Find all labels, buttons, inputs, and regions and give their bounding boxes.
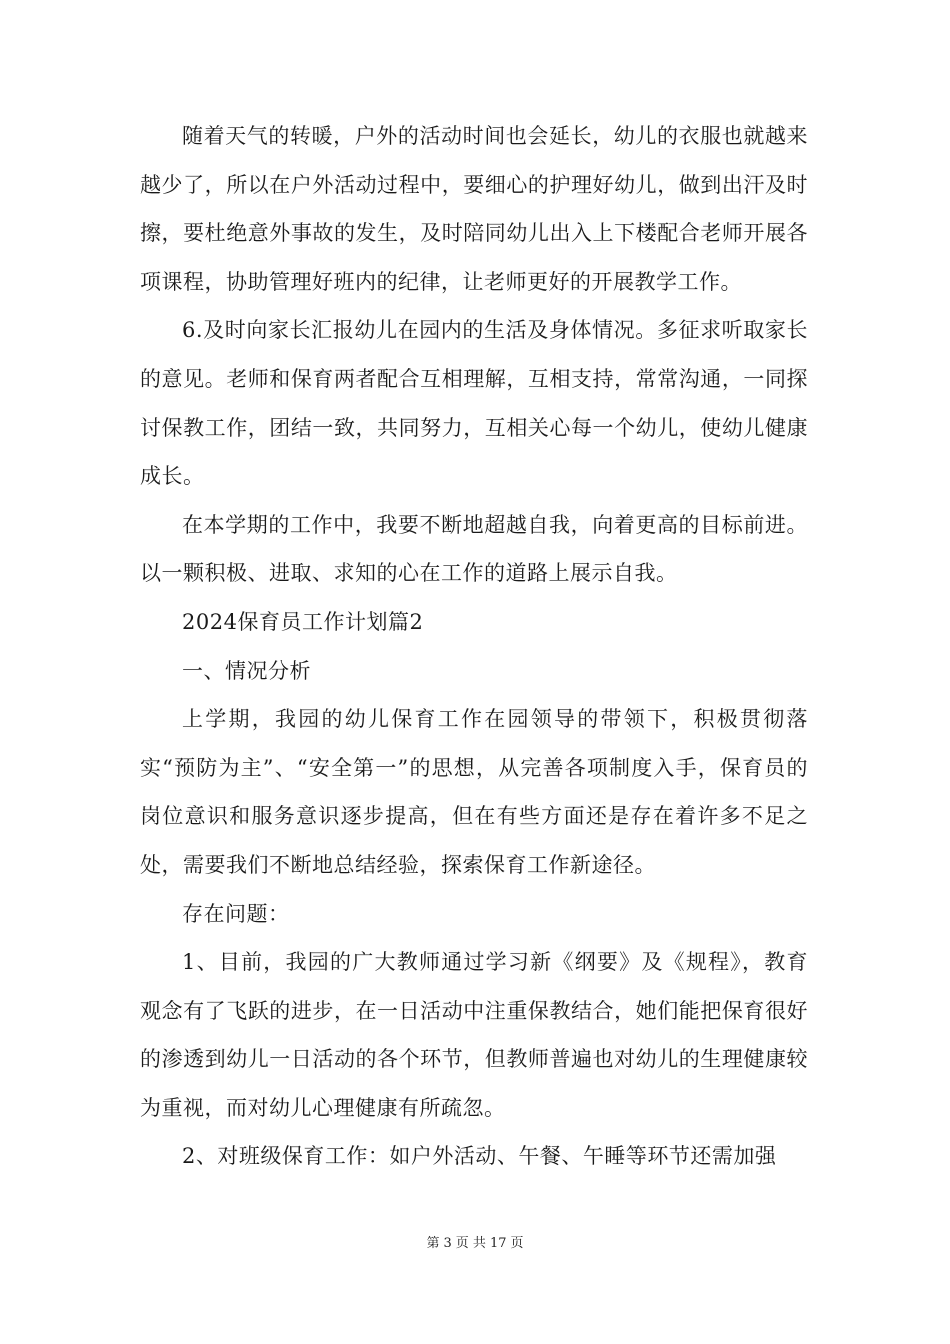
paragraph-semester-goal: 在本学期的工作中，我要不断地超越自我，向着更高的目标前进。以一颗积极、进取、求知的心在工作的道路上展示自我。 [140,512,808,586]
paragraph-situation-analysis: 上学期，我园的幼儿保育工作在园领导的带领下，积极贯彻落实“预防为主”、“安全第一”的思想，从完善各项制度入手，保育员的岗位意识和服务意识逐步提高，但在有些方面还是存在着许多不足之处，需要我们不断地总结经验，探索保育工作新途径。 [140,707,808,877]
paragraph-problem-1: 1、目前，我园的广大教师通过学习新《纲要》及《规程》，教育观念有了飞跃的进步，在一日活动中注重保教结合，她们能把保育很好的渗透到幼儿一日活动的各个环节，但教师普遍也对幼儿的生理健康较为重视，而对幼儿心理健康有所疏忽。 [140,950,808,1120]
document-body [140,112,808,1181]
page-footer [0,1232,950,1251]
section-title: 2024保育员工作计划篇2 [182,609,424,634]
footer-total-pages: 17 [489,1236,507,1251]
footer-suffix: 页 [510,1236,524,1251]
footer-prefix: 第 [426,1236,440,1251]
problems-heading: 存在问题： [182,901,290,926]
subsection-heading: 一、情况分析 [182,658,311,683]
footer-middle: 页 共 [455,1236,486,1251]
footer-page-number: 3 [443,1236,452,1251]
paragraph-problem-2: 2、对班级保育工作：如户外活动、午餐、午睡等环节还需加强 [182,1144,777,1169]
paragraph-parent-communication: 6.及时向家长汇报幼儿在园内的生活及身体情况。多征求听取家长的意见。老师和保育两者配合互相理解，互相支持，常常沟通，一同探讨保教工作，团结一致，共同努力，互相关心每一个幼儿，使幼儿健康成长。 [140,318,808,489]
paragraph-outdoor-care: 随着天气的转暖，户外的活动时间也会延长，幼儿的衣服也就越来越少了，所以在户外活动过程中，要细心的护理好幼儿，做到出汗及时擦，要杜绝意外事故的发生，及时陪同幼儿出入上下楼配合老师开展各项课程，协助管理好班内的纪律，让老师更好的开展教学工作。 [140,124,808,294]
